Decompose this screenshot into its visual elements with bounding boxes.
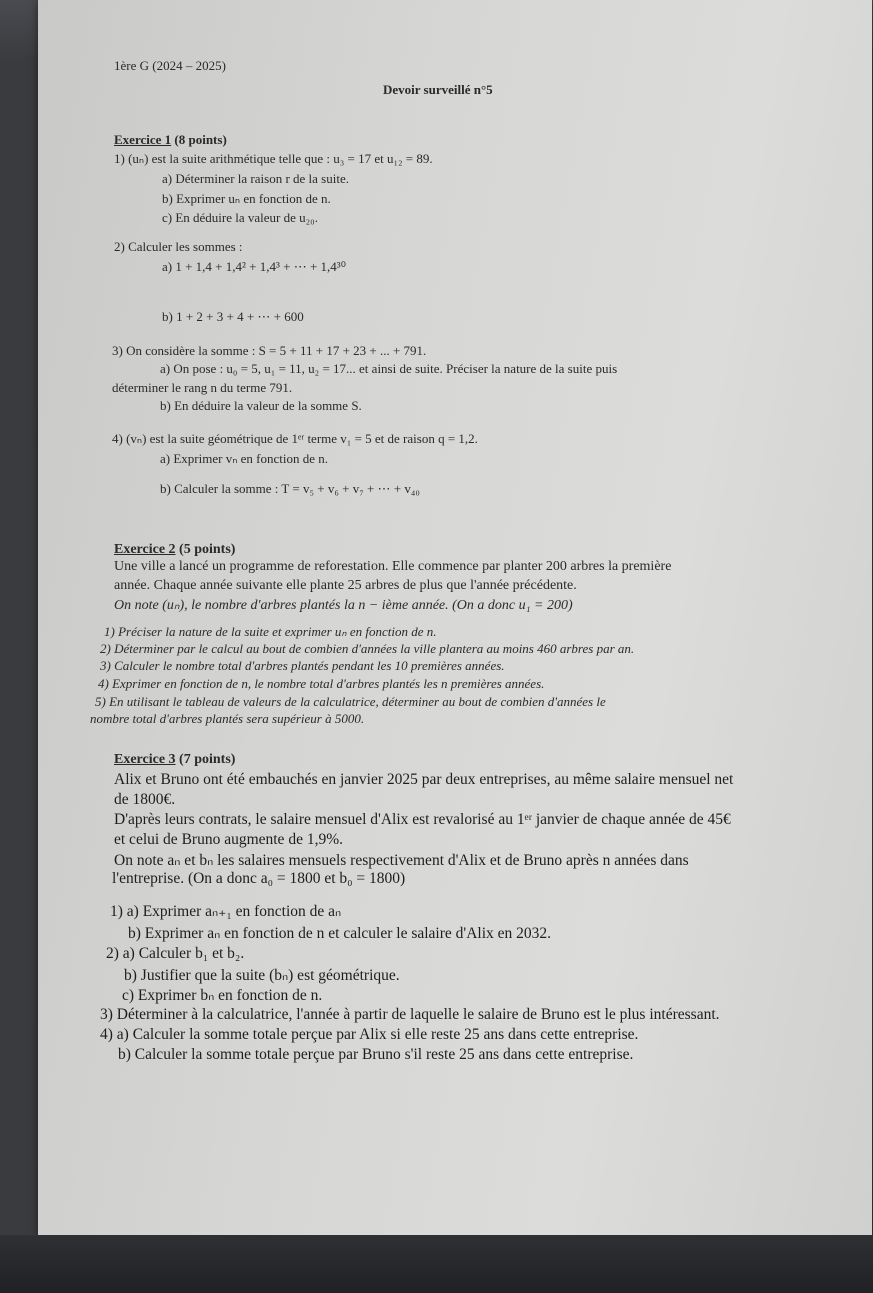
- ex2-line: 3) Calculer le nombre total d'arbres plantés pendant les 10 premières années.: [100, 658, 505, 673]
- exercise-points: (8 points): [174, 132, 227, 147]
- ex1-line: b) 1 + 2 + 3 + 4 + ⋯ + 600: [162, 309, 304, 324]
- ex1-line: c) En déduire la valeur de u₂₀.: [162, 210, 318, 225]
- exercise-title: Exercice 2: [114, 542, 176, 557]
- ex1-line: b) En déduire la valeur de la somme S.: [160, 398, 362, 413]
- ex2-line: nombre total d'arbres plantés sera supérieur à 5000.: [90, 711, 365, 726]
- ex1-line: b) Calculer la somme : T = v₅ + v₆ + v₇ + ⋯ + v₄₀: [160, 481, 420, 496]
- ex3-line: l'entreprise. (On a donc a₀ = 1800 et b₀ = 1800): [112, 870, 406, 887]
- ex2-line: Une ville a lancé un programme de reforestation. Elle commence par planter 200 arbres la première: [114, 559, 672, 574]
- ex2-line: On note (uₙ), le nombre d'arbres plantés la n − ième année. (On a donc u₁ = 200): [114, 598, 573, 613]
- ex3-line: 2) a) Calculer b₁ et b₂.: [106, 945, 245, 962]
- ex1-line: b) Exprimer uₙ en fonction de n.: [162, 191, 331, 206]
- exercise-2-heading: [114, 542, 235, 558]
- ex1-line: 4) (vₙ) est la suite géométrique de 1ᵉʳ terme v₁ = 5 et de raison q = 1,2.: [112, 431, 478, 446]
- ex3-line: et celui de Bruno augmente de 1,9%.: [114, 831, 343, 848]
- ex1-line: a) 1 + 1,4 + 1,4² + 1,4³ + ⋯ + 1,4³⁰: [162, 259, 346, 274]
- exercise-points: (5 points): [179, 542, 236, 557]
- ex3-line: D'après leurs contrats, le salaire mensuel d'Alix est revalorisé au 1ᵉʳ janvier de chaque année de 45€: [114, 811, 731, 828]
- ex3-line: On note aₙ et bₙ les salaires mensuels respectivement d'Alix et de Bruno après n années dans: [114, 852, 689, 869]
- ex1-line: 2) Calculer les sommes :: [114, 239, 243, 254]
- ex1-line: a) On pose : u₀ = 5, u₁ = 11, u₂ = 17... et ainsi de suite. Préciser la nature de la suite puis: [160, 361, 618, 376]
- ex2-line: 1) Préciser la nature de la suite et exprimer uₙ en fonction de n.: [104, 624, 437, 639]
- ex3-line: de 1800€.: [114, 791, 176, 808]
- ex1-line: déterminer le rang n du terme 791.: [112, 380, 293, 395]
- class-year: 1ère G (2024 – 2025): [114, 58, 226, 73]
- exercise-title: Exercice 1: [114, 132, 172, 147]
- exercise-1-heading: [114, 132, 227, 148]
- ex3-line: Alix et Bruno ont été embauchés en janvier 2025 par deux entreprises, au même salaire mensuel net: [114, 771, 734, 788]
- exercise-points: (7 points): [179, 752, 236, 767]
- page-title: Devoir surveillé n°5: [383, 82, 493, 97]
- ex1-line: 3) On considère la somme : S = 5 + 11 + 17 + 23 + ... + 791.: [112, 343, 427, 358]
- ex3-line: b) Calculer la somme totale perçue par Bruno s'il reste 25 ans dans cette entreprise.: [118, 1046, 634, 1063]
- ex3-line: 4) a) Calculer la somme totale perçue par Alix si elle reste 25 ans dans cette entreprise.: [100, 1026, 639, 1043]
- ex3-line: 1) a) Exprimer aₙ₊₁ en fonction de aₙ: [110, 903, 342, 920]
- exercise-3-heading: [114, 752, 235, 768]
- ex3-line: b) Justifier que la suite (bₙ) est géométrique.: [124, 967, 400, 984]
- ex2-line: 2) Déterminer par le calcul au bout de combien d'années la ville plantera au moins 460 arbres par an.: [100, 641, 635, 656]
- ex2-line: 4) Exprimer en fonction de n, le nombre total d'arbres plantés les n premières années.: [98, 676, 545, 691]
- ex2-line: année. Chaque année suivante elle plante 25 arbres de plus que l'année précédente.: [114, 578, 577, 593]
- ex3-line: 3) Déterminer à la calculatrice, l'année à partir de laquelle le salaire de Bruno est le plus intéressant.: [100, 1006, 720, 1023]
- exercise-title: Exercice 3: [114, 752, 176, 767]
- ex3-line: c) Exprimer bₙ en fonction de n.: [122, 987, 323, 1004]
- ex1-line: a) Déterminer la raison r de la suite.: [162, 171, 349, 186]
- ex1-line: a) Exprimer vₙ en fonction de n.: [160, 451, 328, 466]
- ex2-line: 5) En utilisant le tableau de valeurs de la calculatrice, déterminer au bout de combien d'années le: [95, 694, 606, 709]
- ex1-line: 1) (uₙ) est la suite arithmétique telle que : u₃ = 17 et u₁₂ = 89.: [114, 151, 433, 166]
- background-fabric: [0, 1235, 873, 1293]
- ex3-line: b) Exprimer aₙ en fonction de n et calculer le salaire d'Alix en 2032.: [128, 925, 552, 942]
